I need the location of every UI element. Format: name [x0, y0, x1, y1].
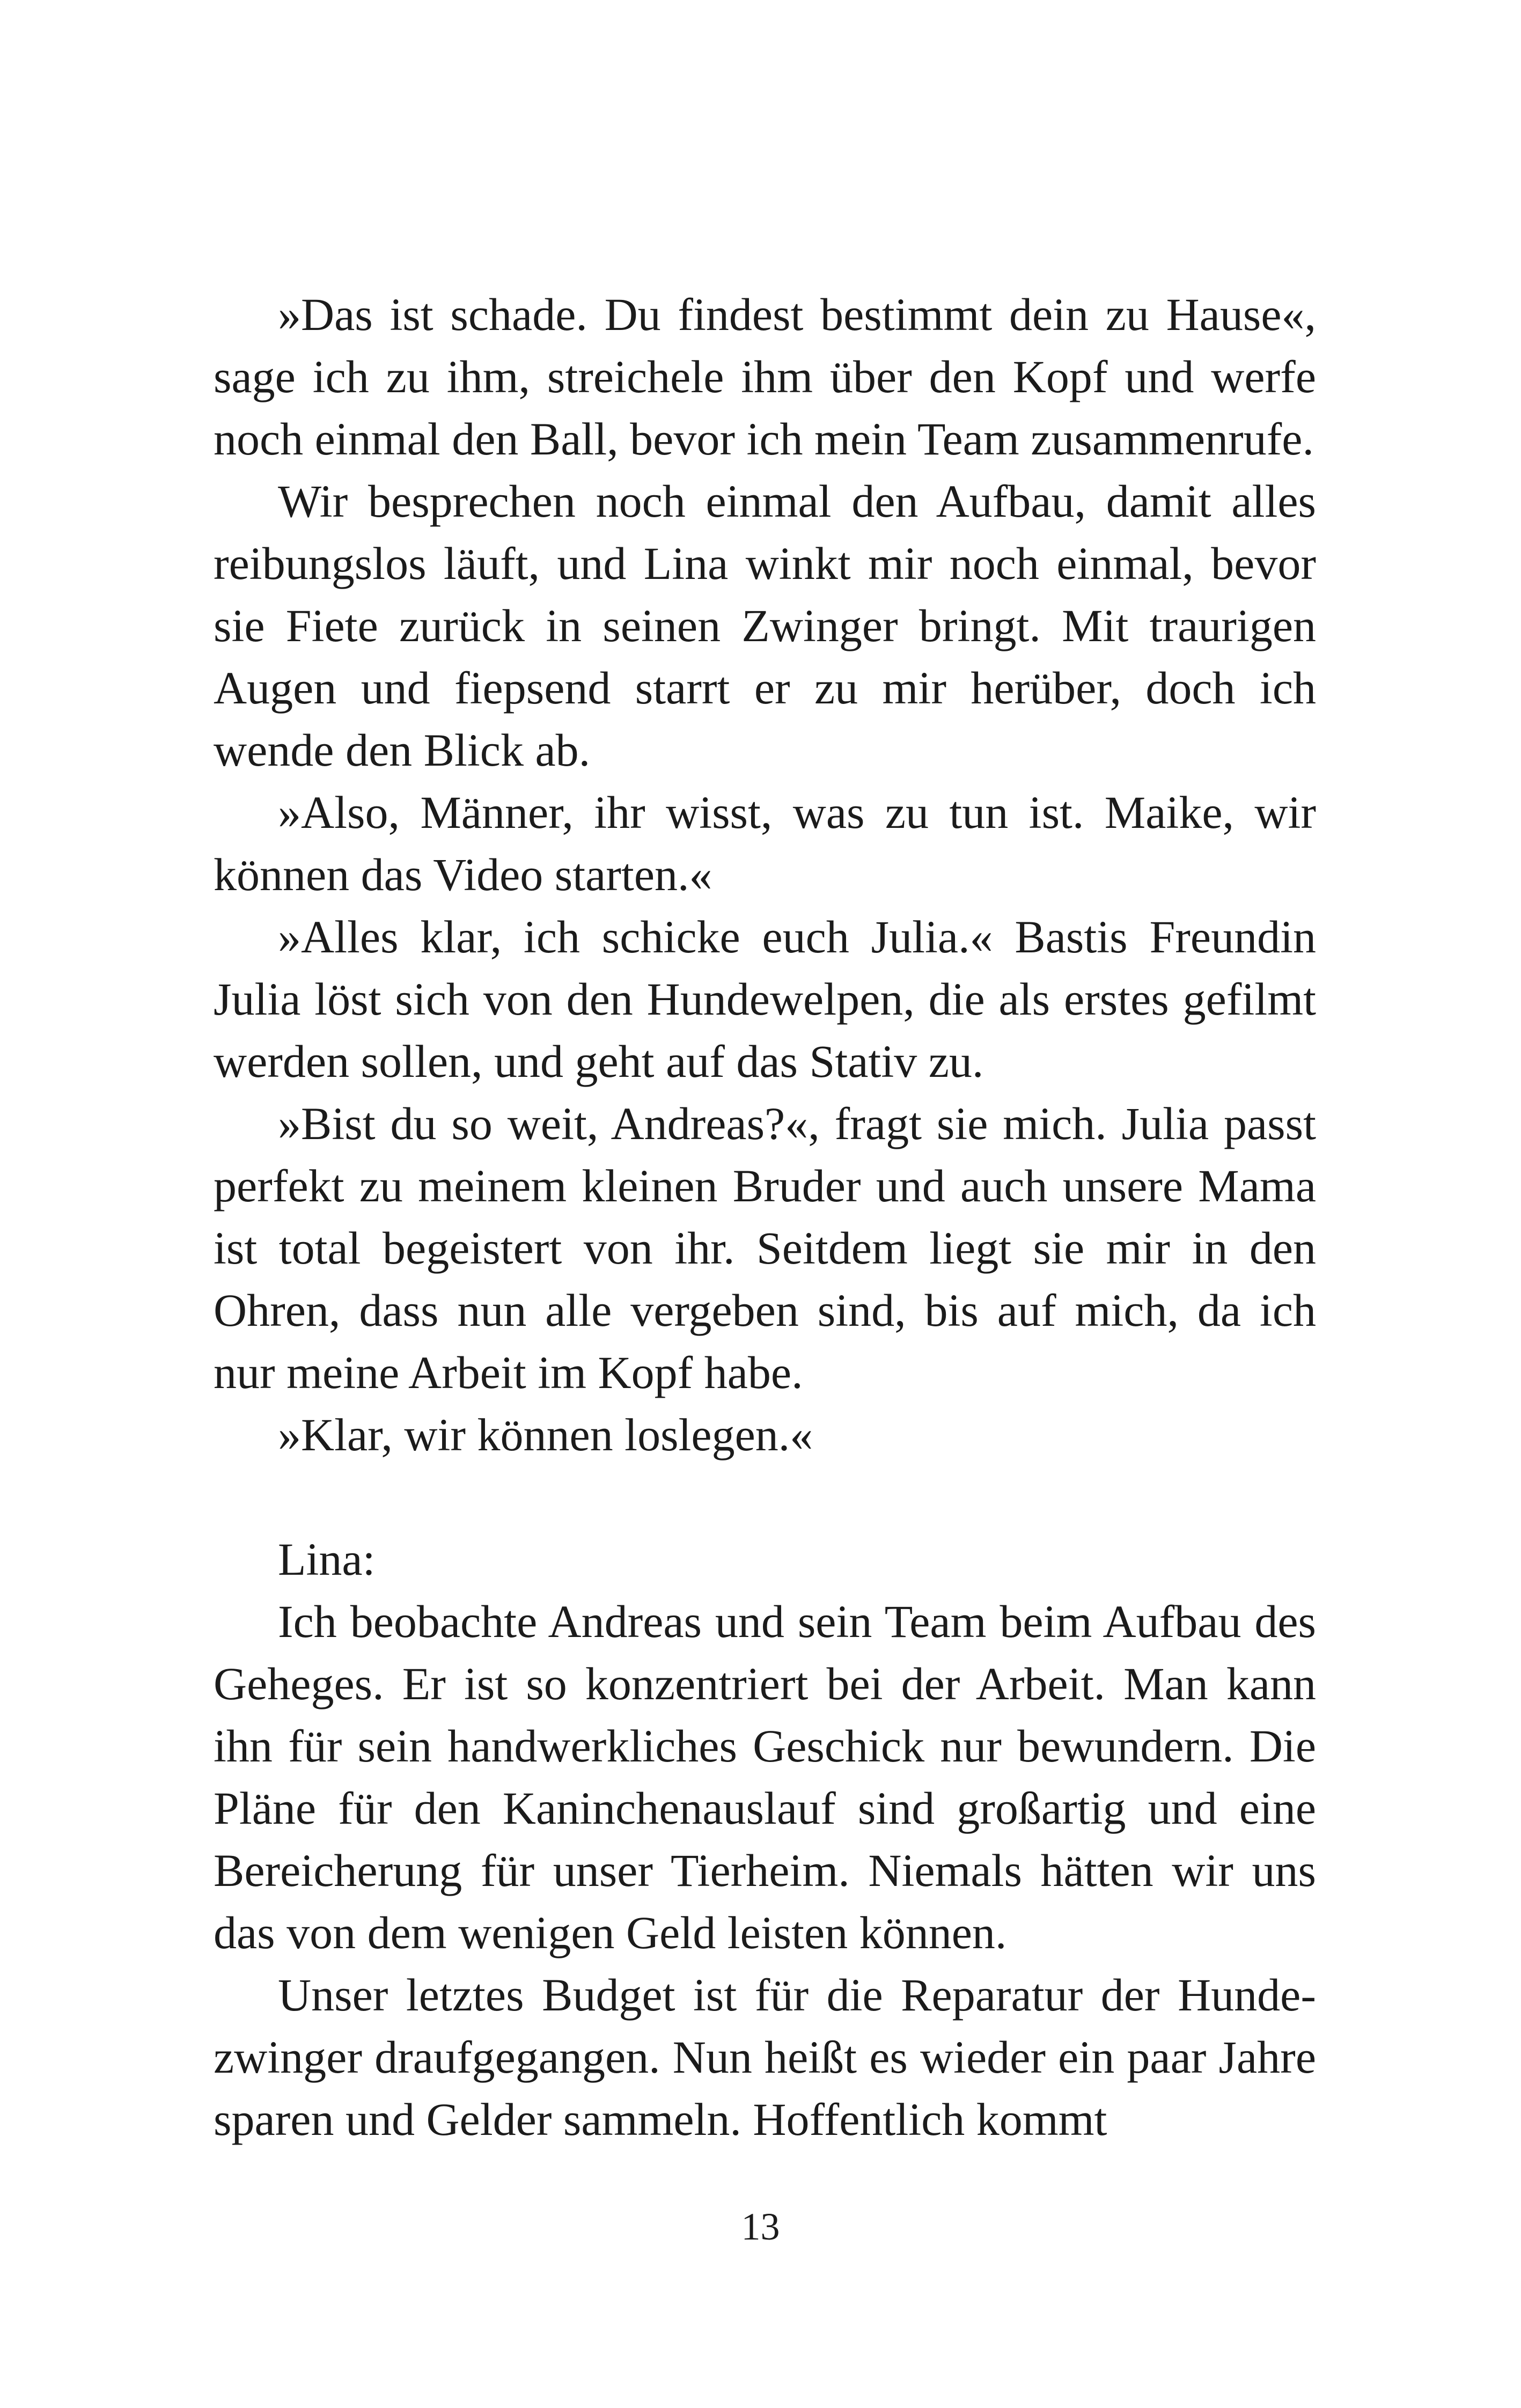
- paragraph: Ich beobachte Andreas und sein Team beim Aufbau des Geheges. Er ist so konzentriert bei der Arbeit. Man kann ihn für sein handwerkliches Geschick nur bewundern. Die Pläne für den Kaninchenauslauf sind großartig und eine Bereicherung für unser Tierheim. Niemals hätten wir uns das von dem wenigen Geld leisten können.: [214, 1596, 1316, 1958]
- paragraph: »Klar, wir können loslegen.«: [278, 1409, 813, 1460]
- paragraph: Unser letztes Budget ist für die Reparatur der Hundezwinger draufgegangen. Nun heißt es wieder ein paar Jahre sparen und Gelder sammeln. Hoffentlich kommt: [214, 1969, 1316, 2145]
- paragraph: »Alles klar, ich schicke euch Julia.« Bastis Freundin Julia löst sich von den Hundewelpen, die als erstes gefilmt werden sollen, und geht auf das Stativ zu.: [214, 911, 1316, 1087]
- section-break: [214, 1466, 1316, 1528]
- page-number: 13: [741, 2205, 780, 2248]
- paragraph: Wir besprechen noch einmal den Aufbau, damit alles reibungslos läuft, und Lina winkt mir noch einmal, bevor sie Fiete zurück in seinen Zwinger bringt. Mit traurigen Augen und fiepsend starrt er zu mir herüber, doch ich wende den Blick ab.: [214, 475, 1316, 776]
- paragraph: »Das ist schade. Du findest bestimmt dein zu Hause«, sage ich zu ihm, streichele ihm über den Kopf und werfe noch einmal den Ball, bevor ich mein Team zusammenrufe.: [214, 289, 1316, 465]
- paragraph: »Bist du so weit, Andreas?«, fragt sie mich. Julia passt perfekt zu meinem kleinen Bruder und auch unsere Mama ist total begeistert von ihr. Seitdem liegt sie mir in den Ohren, dass nun alle vergeben sind, bis auf mich, da ich nur meine Arbeit im Kopf habe.: [214, 1098, 1316, 1398]
- section-label: Lina:: [278, 1533, 376, 1585]
- paragraph: »Also, Männer, ihr wisst, was zu tun ist. Maike, wir können das Video starten.«: [214, 787, 1316, 900]
- body-text: [214, 283, 1316, 2150]
